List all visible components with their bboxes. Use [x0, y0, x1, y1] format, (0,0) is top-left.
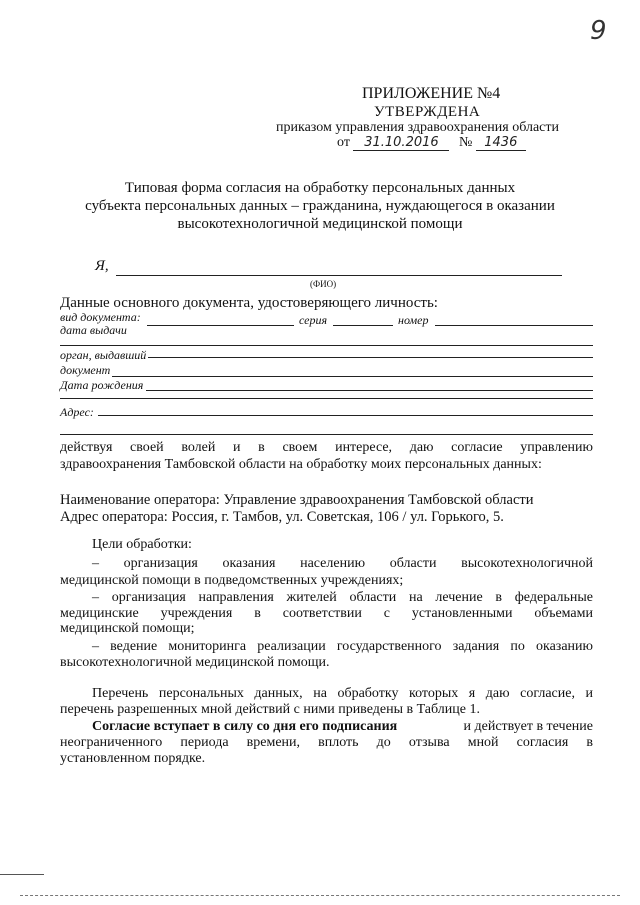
purpose2-line1: – организация направления жителей области на лечение в федеральные	[92, 590, 593, 605]
purpose2-line3: медицинской помощи;	[60, 621, 195, 636]
issue-date-label: дата выдачи	[60, 323, 127, 337]
operator-name: Наименование оператора: Управление здравоохранения Тамбовской области	[60, 492, 534, 508]
consent-line1: действуя своей волей и в своем интересе, даю согласие управлению	[60, 440, 593, 455]
purpose3-line2: высокотехнологичной медицинской помощи.	[60, 655, 330, 670]
address-field-1[interactable]	[98, 415, 593, 416]
number-field[interactable]	[435, 325, 593, 326]
order-number-label: №	[458, 135, 473, 150]
purpose3-line1: – ведение мониторинга реализации государственного задания по оказанию	[92, 639, 593, 654]
birth-date-label: Дата рождения	[60, 378, 144, 392]
series-field[interactable]	[333, 325, 393, 326]
number-label: номер	[398, 313, 429, 327]
address-field-2[interactable]	[60, 434, 593, 435]
purposes-heading: Цели обработки:	[92, 537, 192, 552]
approved-heading: УТВЕРЖДЕНА	[374, 104, 481, 120]
validity-line1	[92, 719, 593, 735]
purpose1-line2: медицинской помощи в подведомственных учреждениях;	[60, 573, 404, 588]
order-number: 1436	[476, 135, 526, 151]
doc-type-field[interactable]	[147, 325, 294, 326]
issue-date-field[interactable]	[60, 345, 593, 346]
document-heading: Данные основного документа, удостоверяющего личность:	[60, 295, 438, 311]
purpose2-line2: медицинские учреждения в соответствии с установленными объемами	[60, 606, 593, 621]
form-title-line1: Типовая форма согласия на обработку персональных данных	[124, 180, 516, 196]
validity-bold: Согласие вступает в силу со дня его подписания	[92, 719, 398, 734]
list-para-line2: перечень разрешенных мной действий с ними приведены в Таблице 1.	[60, 702, 480, 717]
footnote-rule	[0, 874, 44, 875]
form-title-line3: высокотехнологичной медицинской помощи	[177, 216, 463, 232]
issuer-label-1: орган, выдавший	[60, 348, 147, 362]
order-line: приказом управления здравоохранения области	[276, 120, 560, 135]
issuer-field-1[interactable]	[148, 357, 593, 358]
validity-rest: и действует в течение	[463, 719, 593, 734]
extra-line[interactable]	[60, 398, 593, 399]
i-label: Я,	[95, 258, 109, 274]
birth-date-field[interactable]	[146, 390, 593, 391]
fio-caption: (ФИО)	[310, 279, 337, 289]
issuer-label-2: документ	[60, 363, 111, 377]
scan-artifact-dashes	[20, 895, 620, 896]
doc-type-label: вид документа:	[60, 310, 141, 324]
validity-line3: установленном порядке.	[60, 751, 206, 766]
consent-line2: здравоохранения Тамбовской области на обработку моих персональных данных:	[60, 457, 542, 472]
from-label: от	[337, 135, 350, 150]
operator-address: Адрес оператора: Россия, г. Тамбов, ул. Советская, 106 / ул. Горького, 5.	[60, 509, 504, 525]
address-label: Адрес:	[60, 405, 94, 419]
list-para-line1: Перечень персональных данных, на обработку которых я даю согласие, и	[92, 686, 593, 701]
order-date: 31.10.2016	[353, 135, 449, 151]
issuer-field-2[interactable]	[112, 376, 593, 377]
purpose1-line1: – организация оказания населению области высокотехнологичной	[92, 556, 593, 571]
fio-field[interactable]	[116, 275, 562, 276]
form-title-line2: субъекта персональных данных – гражданина, нуждающегося в оказании	[85, 198, 555, 214]
validity-line2: неограниченного периода времени, вплоть до отзыва мной согласия в	[60, 735, 593, 750]
series-label: серия	[299, 313, 328, 327]
order-date-line	[337, 135, 526, 151]
appendix-heading: ПРИЛОЖЕНИЕ №4	[362, 85, 501, 102]
page-number: 9	[590, 16, 607, 46]
